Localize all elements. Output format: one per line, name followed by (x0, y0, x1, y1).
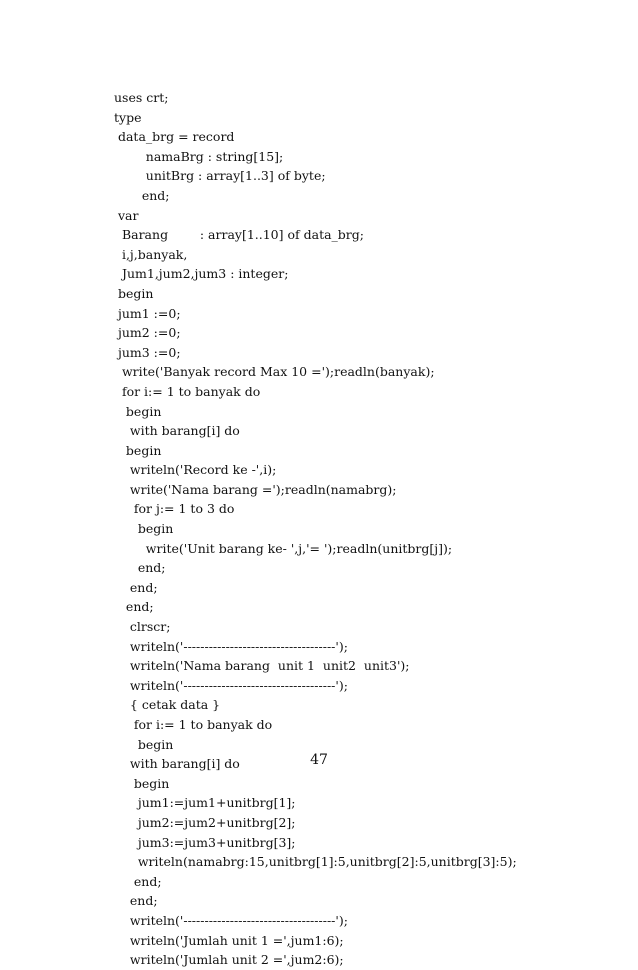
code-line: jum2:=jum2+unitbrg[2]; (114, 814, 296, 830)
code-line: i,j,banyak, (114, 246, 188, 262)
code-line: jum1 :=0; (114, 305, 181, 321)
code-line: writeln('Record ke -',i); (114, 462, 277, 478)
code-line: begin (114, 403, 162, 419)
code-line: for i:= 1 to banyak do (114, 383, 261, 399)
code-line: jum3 :=0; (114, 344, 181, 360)
code-line: data_brg = record (114, 129, 235, 145)
code-line: write('Nama barang =');readln(namabrg); (114, 481, 397, 497)
code-line: writeln('------------------------------------'); (114, 912, 348, 928)
code-line: begin (114, 442, 162, 458)
code-line: end; (114, 599, 154, 615)
code-line: with barang[i] do (114, 423, 240, 439)
code-line: jum1:=jum1+unitbrg[1]; (114, 795, 296, 811)
code-line: type (114, 109, 142, 125)
code-line: unitBrg : array[1..3] of byte; (114, 168, 326, 184)
code-line: begin (114, 521, 174, 537)
code-line: writeln('Nama barang unit 1 unit2 unit3'); (114, 658, 410, 674)
code-line: begin (114, 775, 170, 791)
code-line: writeln(namabrg:15,unitbrg[1]:5,unitbrg[2]:5,unitbrg[3]:5); (114, 854, 517, 870)
code-line: with barang[i] do (114, 756, 240, 772)
code-line: end; (114, 893, 158, 909)
code-line: begin (114, 285, 154, 301)
code-line: { cetak data } (114, 697, 221, 713)
code-line: clrscr; (114, 619, 171, 635)
code-line: writeln('Jumlah unit 2 =',jum2:6); (114, 952, 344, 968)
code-line: end; (114, 579, 158, 595)
code-line: jum3:=jum3+unitbrg[3]; (114, 834, 296, 850)
code-line: namaBrg : string[15]; (114, 148, 284, 164)
code-line: writeln('Jumlah unit 1 =',jum1:6); (114, 932, 344, 948)
code-line: uses crt; (114, 90, 169, 105)
page-number: 47 (310, 752, 328, 768)
pascal-code-block (114, 88, 574, 970)
code-line: end; (114, 187, 170, 203)
code-line: Barang : array[1..10] of data_brg; (114, 227, 364, 243)
code-line: jum2 :=0; (114, 325, 181, 341)
code-line: writeln('------------------------------------'); (114, 677, 348, 693)
code-line: for i:= 1 to banyak do (114, 717, 273, 732)
code-line: for j:= 1 to 3 do (114, 501, 235, 517)
code-line: writeln('------------------------------------'); (114, 638, 348, 654)
code-line: end; (114, 873, 162, 889)
code-line: write('Banyak record Max 10 =');readln(banyak); (114, 364, 435, 380)
code-line: write('Unit barang ke- ',j,'= ');readln(unitbrg[j]); (114, 540, 453, 556)
code-line: begin (114, 736, 174, 752)
code-line: end; (114, 560, 166, 576)
code-line: var (114, 207, 139, 223)
code-line: Jum1,jum2,jum3 : integer; (114, 266, 289, 282)
